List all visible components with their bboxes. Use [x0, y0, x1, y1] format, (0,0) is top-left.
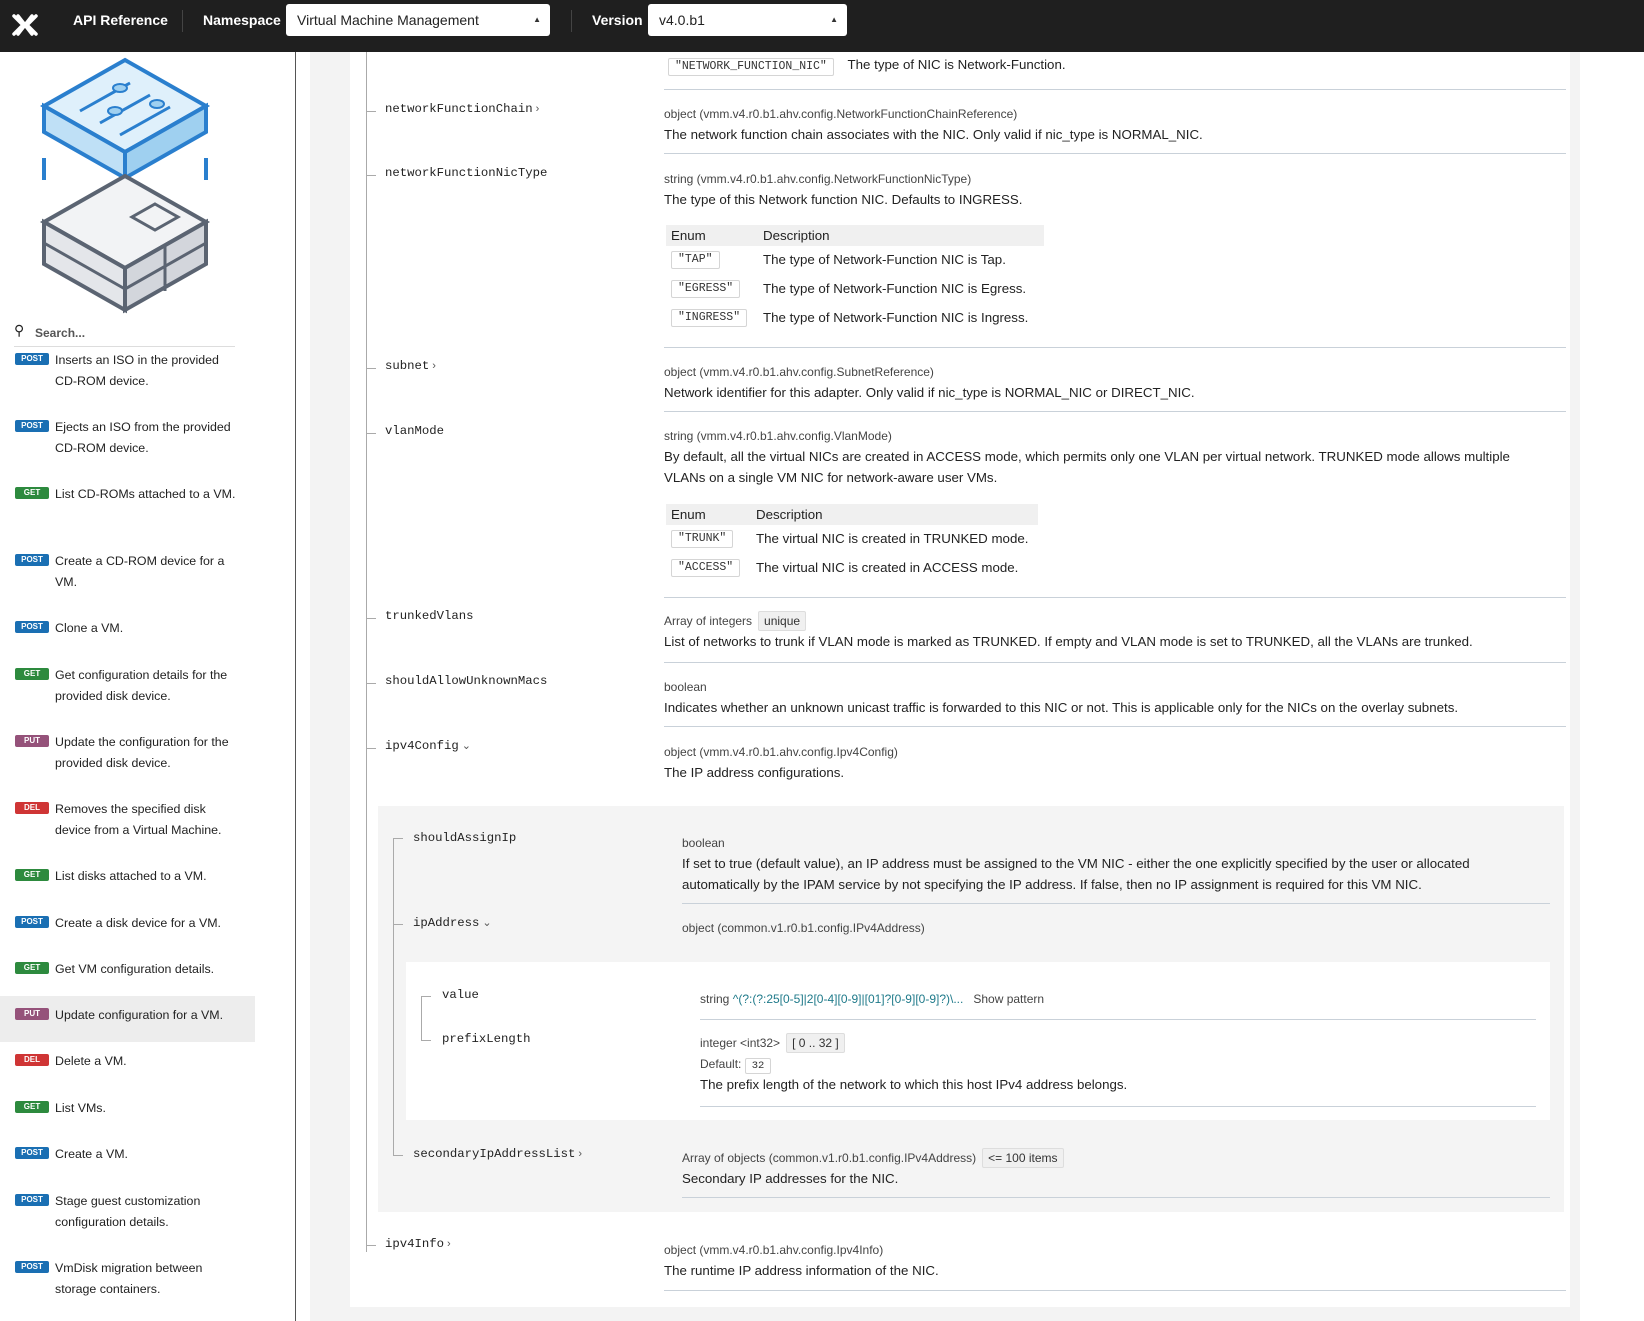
- divider: [664, 153, 1566, 154]
- divider: [664, 726, 1566, 727]
- sidebar-item[interactable]: [0, 732, 255, 778]
- http-method-badge: GET: [15, 1101, 49, 1113]
- property-type: object (vmm.v4.r0.b1.ahv.config.Ipv4Config): [664, 745, 898, 759]
- property-detail: [664, 426, 1564, 488]
- constraint-badge: unique: [758, 611, 806, 631]
- property-type: string (vmm.v4.r0.b1.ahv.config.VlanMode): [664, 429, 892, 443]
- divider: [664, 1290, 1566, 1291]
- version-label: Version: [592, 12, 643, 28]
- property-detail: [664, 169, 1564, 210]
- sidebar-item[interactable]: [0, 1144, 255, 1190]
- tree-tick: [366, 433, 376, 434]
- show-pattern-button[interactable]: Show pattern: [973, 992, 1045, 1006]
- enum-header: Enum: [666, 225, 758, 246]
- property-type: string: [700, 992, 730, 1006]
- property-ipv4-config[interactable]: [385, 739, 471, 753]
- property-detail: [664, 1240, 1564, 1281]
- property-description: The runtime IP address information of the NIC.: [664, 1263, 939, 1278]
- property-prefix-length: [442, 1032, 531, 1046]
- sidebar-item[interactable]: [0, 665, 255, 711]
- property-type: object (common.v1.r0.b1.config.IPv4Address): [682, 921, 925, 935]
- enum-code: "EGRESS": [671, 280, 740, 298]
- property-type: object (vmm.v4.r0.b1.ahv.config.NetworkFunctionChainReference): [664, 107, 1018, 121]
- divider: [664, 89, 1566, 90]
- sidebar: [0, 52, 255, 1321]
- table-row: [666, 273, 1044, 302]
- property-type: integer <int32>: [700, 1036, 781, 1050]
- table-row: [666, 302, 1044, 331]
- http-method-badge: GET: [15, 668, 49, 680]
- table-row: [666, 525, 1038, 552]
- sidebar-item[interactable]: [0, 551, 255, 597]
- sidebar-item-label: Get configuration details for the provided disk device.: [55, 668, 228, 703]
- http-method-badge: GET: [15, 487, 49, 499]
- sidebar-item-label: Get VM configuration details.: [55, 962, 215, 976]
- enum-description: The type of Network-Function NIC is Egress.: [763, 281, 1027, 296]
- enum-code: "TAP": [671, 251, 720, 269]
- property-detail: [664, 104, 1564, 145]
- sidebar-item-label: Update configuration for a VM.: [55, 1008, 224, 1022]
- tree-tick: [366, 111, 376, 112]
- http-method-badge: GET: [15, 869, 49, 881]
- namespace-value: Virtual Machine Management: [297, 12, 479, 28]
- http-method-badge: DEL: [15, 1054, 49, 1066]
- description-header: Description: [758, 225, 1044, 246]
- search-input[interactable]: Search...: [35, 326, 86, 340]
- table-row: [666, 246, 1044, 273]
- tree-tick: [366, 1245, 376, 1246]
- sidebar-item[interactable]: [0, 1051, 255, 1097]
- top-navigation-bar: [0, 0, 1644, 52]
- property-should-assign-ip: [413, 831, 516, 845]
- property-detail: [700, 1033, 1540, 1095]
- search-underline: [14, 346, 235, 347]
- tree-tick: [366, 618, 376, 619]
- sidebar-item[interactable]: [0, 799, 255, 845]
- default-value: 32: [745, 1058, 772, 1074]
- property-name: value: [442, 988, 479, 1002]
- sidebar-item-label: VmDisk migration between storage containers.: [55, 1261, 203, 1296]
- namespace-select[interactable]: [286, 4, 550, 36]
- chevron-down-icon: ⌄: [461, 740, 472, 752]
- sidebar-item-label: Create a CD-ROM device for a VM.: [55, 554, 225, 589]
- property-description: The IP address configurations.: [664, 765, 845, 780]
- divider: [664, 411, 1566, 412]
- property-name: subnet: [385, 359, 430, 373]
- property-description: The network function chain associates with the NIC. Only valid if nic_type is NORMAL_NIC.: [664, 127, 1203, 142]
- sidebar-item-label: List VMs.: [55, 1101, 106, 1115]
- divider: [682, 903, 1550, 904]
- property-ipv4-info[interactable]: [385, 1237, 451, 1251]
- select-caret-icon: ▲: [533, 15, 541, 24]
- sidebar-item-label: List disks attached to a VM.: [55, 869, 207, 883]
- property-description: The type of this Network function NIC. Defaults to INGRESS.: [664, 192, 1023, 207]
- property-name: ipv4Info: [385, 1237, 445, 1251]
- range-badge: [ 0 .. 32 ]: [786, 1033, 845, 1053]
- property-detail: [700, 989, 1540, 1009]
- property-description: If set to true (default value), an IP address must be assigned to the VM NIC - either the one explicitly specified by the user or allocated: [682, 856, 1470, 871]
- property-should-allow-unknown-macs: [385, 674, 547, 688]
- enum-description: The type of Network-Function NIC is Ingress.: [763, 310, 1029, 325]
- divider: [295, 52, 296, 1321]
- sidebar-item-label: Delete a VM.: [55, 1054, 127, 1068]
- property-description: List of networks to trunk if VLAN mode is marked as TRUNKED. If empty and VLAN mode is set to TRUNKED, all the VLANs are trunked.: [664, 634, 1473, 649]
- divider: [700, 1106, 1536, 1107]
- tree-tick: [421, 996, 431, 997]
- enum-code: "NETWORK_FUNCTION_NIC": [668, 58, 834, 76]
- property-detail: [664, 677, 1564, 718]
- divider: [664, 597, 1566, 598]
- version-value: v4.0.b1: [659, 12, 705, 28]
- property-trunked-vlans: [385, 609, 474, 623]
- enum-description: The type of NIC is Network-Function.: [847, 57, 1066, 72]
- property-name: prefixLength: [442, 1032, 531, 1046]
- property-vlan-mode: [385, 424, 444, 438]
- property-detail: [664, 742, 1564, 783]
- tree-rail: [366, 52, 367, 1252]
- divider: [571, 10, 572, 32]
- property-description: VLANs on a single VM NIC for network-aware user VMs.: [664, 470, 998, 485]
- tree-tick: [366, 683, 376, 684]
- http-method-badge: DEL: [15, 802, 49, 814]
- property-type: Array of integers: [664, 614, 753, 628]
- tree-rail: [421, 996, 422, 1040]
- property-detail: [682, 918, 1552, 938]
- property-network-function-nic-type: [385, 166, 547, 180]
- property-name: trunkedVlans: [385, 609, 474, 623]
- property-type: object (vmm.v4.r0.b1.ahv.config.Ipv4Info): [664, 1243, 884, 1257]
- enum-row-network-function-nic: [668, 54, 1066, 76]
- sidebar-item[interactable]: [0, 913, 255, 959]
- property-description: Indicates whether an unknown unicast traffic is forwarded to this NIC or not. This is applicable only for the NICs on the overlay subnets.: [664, 700, 1459, 715]
- tree-tick: [393, 924, 403, 925]
- property-type: string (vmm.v4.r0.b1.ahv.config.NetworkFunctionNicType): [664, 172, 972, 186]
- http-method-badge: POST: [15, 1261, 49, 1273]
- property-description: automatically by the IPAM service by not specifying the IP address. If false, then no IP assignment is required for this VM NIC.: [682, 877, 1422, 892]
- http-method-badge: PUT: [15, 1008, 49, 1020]
- sidebar-item[interactable]: [0, 417, 255, 463]
- enum-code: "TRUNK": [671, 530, 733, 548]
- pattern-text: ^(?:(?:25[0-5]|2[0-4][0-9]|[01]?[0-9][0-9]?)\...: [732, 992, 964, 1006]
- tree-rail: [393, 838, 394, 1156]
- property-name: ipAddress: [413, 916, 480, 930]
- http-method-badge: POST: [15, 554, 49, 566]
- chevron-right-icon: ›: [432, 360, 436, 372]
- http-method-badge: POST: [15, 1194, 49, 1206]
- divider: [664, 347, 1566, 348]
- sidebar-item[interactable]: [0, 618, 255, 664]
- tree-tick: [366, 368, 376, 369]
- property-type: object (vmm.v4.r0.b1.ahv.config.SubnetReference): [664, 365, 934, 379]
- property-detail: [664, 611, 1564, 652]
- property-description: Network identifier for this adapter. Only valid if nic_type is NORMAL_NIC or DIRECT_NIC.: [664, 385, 1195, 400]
- description-header: Description: [751, 504, 1038, 525]
- sidebar-item[interactable]: [0, 350, 255, 396]
- chevron-right-icon: ›: [447, 1238, 451, 1250]
- enum-description: The virtual NIC is created in ACCESS mode.: [756, 560, 1019, 575]
- http-method-badge: POST: [15, 353, 49, 365]
- enum-description: The type of Network-Function NIC is Tap.: [763, 252, 1006, 267]
- sidebar-item-label: Update the configuration for the provided disk device.: [55, 735, 229, 770]
- sidebar-item[interactable]: [0, 866, 255, 912]
- tree-tick: [393, 1155, 403, 1156]
- chevron-down-icon: ⌄: [482, 917, 492, 929]
- sidebar-item[interactable]: [0, 1258, 255, 1304]
- tree-tick: [421, 1040, 431, 1041]
- divider: [664, 662, 1566, 663]
- property-type: boolean: [664, 680, 707, 694]
- property-name: secondaryIpAddressList: [413, 1147, 576, 1161]
- http-method-badge: PUT: [15, 735, 49, 747]
- sidebar-item-label: List CD-ROMs attached to a VM.: [55, 487, 236, 501]
- constraint-badge: <= 100 items: [982, 1148, 1063, 1168]
- property-name: shouldAllowUnknownMacs: [385, 674, 548, 688]
- enum-code: "INGRESS": [671, 309, 747, 327]
- property-value: [442, 988, 479, 1002]
- sidebar-item[interactable]: [0, 996, 255, 1042]
- namespace-label: Namespace: [203, 12, 281, 28]
- property-description: Secondary IP addresses for the NIC.: [682, 1171, 899, 1186]
- property-secondary-ip-address-list[interactable]: [413, 1147, 582, 1161]
- property-name: networkFunctionChain: [385, 102, 533, 116]
- server-illustration-icon: [30, 56, 220, 314]
- property-name: ipv4Config: [385, 739, 459, 753]
- property-type: Array of objects (common.v1.r0.b1.config.IPv4Address): [682, 1151, 977, 1165]
- tree-tick: [393, 838, 403, 839]
- http-method-badge: POST: [15, 916, 49, 928]
- property-detail: [664, 362, 1564, 403]
- sidebar-item[interactable]: [0, 1191, 255, 1237]
- divider: [682, 1197, 1550, 1198]
- enum-description: The virtual NIC is created in TRUNKED mode.: [756, 531, 1029, 546]
- table-row: [666, 552, 1038, 581]
- property-detail: [682, 1148, 1552, 1189]
- sidebar-item-label: Create a VM.: [55, 1147, 128, 1161]
- sidebar-item[interactable]: [0, 484, 255, 530]
- app-title[interactable]: API Reference: [73, 12, 168, 28]
- property-name: networkFunctionNicType: [385, 166, 548, 180]
- nutanix-logo-icon[interactable]: [10, 10, 40, 40]
- sidebar-item[interactable]: [0, 1098, 255, 1144]
- chevron-right-icon: ›: [578, 1148, 583, 1160]
- enum-code: "ACCESS": [671, 559, 740, 577]
- tree-tick: [366, 748, 376, 749]
- http-method-badge: GET: [15, 962, 49, 974]
- http-method-badge: POST: [15, 621, 49, 633]
- property-name: shouldAssignIp: [413, 831, 517, 845]
- http-method-badge: POST: [15, 1147, 49, 1159]
- property-detail: [682, 833, 1552, 895]
- tree-tick: [366, 175, 376, 176]
- select-caret-icon: ▲: [830, 15, 838, 24]
- chevron-right-icon: ›: [535, 103, 540, 115]
- property-description: The prefix length of the network to which this host IPv4 address belongs.: [700, 1077, 1128, 1092]
- sidebar-item-label: Clone a VM.: [55, 621, 124, 635]
- sidebar-item-label: Inserts an ISO in the provided CD-ROM device.: [55, 353, 219, 388]
- enum-table: [666, 225, 1044, 331]
- sidebar-item-label: Stage guest customization configuration details.: [55, 1194, 201, 1229]
- property-name: vlanMode: [385, 424, 445, 438]
- property-ip-address[interactable]: [413, 916, 492, 930]
- property-type: boolean: [682, 836, 725, 850]
- http-method-badge: POST: [15, 420, 49, 432]
- property-network-function-chain[interactable]: [385, 102, 539, 116]
- enum-table: [666, 504, 1038, 581]
- sidebar-item-label: Removes the specified disk device from a Virtual Machine.: [55, 802, 222, 837]
- version-select[interactable]: [648, 4, 847, 36]
- divider: [700, 1019, 1536, 1020]
- sidebar-item-label: Ejects an ISO from the provided CD-ROM device.: [55, 420, 231, 455]
- divider: [182, 10, 183, 32]
- property-subnet[interactable]: [385, 359, 436, 373]
- property-description: By default, all the virtual NICs are created in ACCESS mode, which permits only one VLAN per virtual network. TRUNKED mode allows multiple: [664, 449, 1510, 464]
- search-icon: ⚲: [14, 322, 25, 338]
- default-label: Default:: [700, 1057, 742, 1071]
- enum-header: Enum: [666, 504, 751, 525]
- sidebar-item-label: Create a disk device for a VM.: [55, 916, 221, 930]
